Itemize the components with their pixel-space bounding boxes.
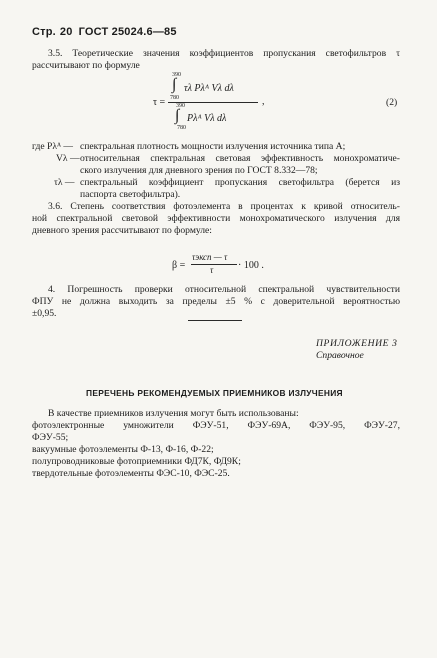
num-upper-limit: 390 <box>172 72 181 78</box>
section-title: ПЕРЕЧЕНЬ РЕКОМЕНДУЕМЫХ ПРИЕМНИКОВ ИЗЛУЧЕНИЯ <box>86 388 343 398</box>
p35-line1: 3.5. Теоретические значения коэффициентов пропускания светофильтров τ <box>48 48 400 59</box>
standard-code: ГОСТ 25024.6—85 <box>78 26 177 38</box>
formula-lhs: τ = <box>153 97 166 108</box>
where-desc-2b: ского излучения для дневного зрения по ГОСТ 8.332—78; <box>80 165 318 176</box>
where-sym-3: τλ — <box>54 177 75 188</box>
list-item-feu: фотоэлектронные умножители ФЭУ-51, ФЭУ-69А, ФЭУ-95, ФЭУ-27, <box>32 420 400 431</box>
page-number: 20 <box>59 26 73 38</box>
formula-2 <box>150 72 410 136</box>
beta-denominator: τ <box>210 265 214 275</box>
appendix-subtitle: Справочное <box>316 350 364 361</box>
den-lower-limit: 780 <box>177 125 186 131</box>
where-desc-3b: паспорта светофильтра). <box>80 189 181 200</box>
p36-line1: 3.6. Степень соответствия фотоэлемента в процентах к кривой относитель- <box>48 201 400 212</box>
num-integral-sign: ∫ <box>172 76 177 93</box>
p36-line3: дневного зрения рассчитывают по формуле: <box>32 225 212 236</box>
list-item-feu-cont: ФЭУ-55; <box>32 432 69 443</box>
where-desc-3: спектральный коэффициент пропускания светофильтра (берется из <box>80 177 400 188</box>
where-desc-2: относительная спектральная световая эффективность монохроматиче- <box>80 153 400 164</box>
page-word: Стр. <box>32 26 56 38</box>
page-header <box>32 26 177 38</box>
list-intro: В качестве приемников излучения могут быть использованы: <box>48 408 299 419</box>
appendix-title: ПРИЛОЖЕНИЕ 3 <box>316 338 398 349</box>
beta-lhs: β = <box>172 260 186 271</box>
list-item-solid-state: твердотельные фотоэлементы ФЭС-10, ФЭС-25. <box>32 468 230 479</box>
list-item-semiconductor: полупроводниковые фотоприемники ФД7К, ФД9К; <box>32 456 241 467</box>
list-item-vacuum: вакуумные фотоэлементы Ф-13, Ф-16, Ф-22; <box>32 444 214 455</box>
p4-line2: ФПУ не должна выходить за пределы ±5 % с доверительной вероятностью <box>32 296 400 307</box>
den-integral-sign: ∫ <box>175 107 180 124</box>
p4-line3: ±0,95. <box>32 308 57 319</box>
den-body: Pλᴬ Vλ dλ <box>187 113 227 124</box>
separator-rule <box>188 320 242 321</box>
beta-tail: · 100 . <box>238 260 264 271</box>
p4-line1: 4. Погрешность проверки относительной спектральной чувствительности <box>48 284 400 295</box>
den-upper-limit: 390 <box>176 103 185 109</box>
p36-line2: ной спектральной световой эффективности монохроматического излучения для <box>32 213 400 224</box>
formula-3 <box>170 252 290 278</box>
p35-line2: рассчитывают по формуле <box>32 60 140 71</box>
where-sym-1: где Pλᴬ — <box>32 141 74 152</box>
num-lower-limit: 780 <box>170 95 179 101</box>
formula-comma: , <box>262 96 265 107</box>
beta-numerator: τэксп — τ <box>192 252 228 262</box>
formula-number: (2) <box>386 97 398 108</box>
beta-fraction-bar <box>191 264 237 265</box>
where-sym-2: Vλ — <box>56 153 80 164</box>
where-desc-1: спектральная плотность мощности излучения источника типа А; <box>80 141 346 152</box>
num-body: τλ Pλᴬ Vλ dλ <box>184 83 234 94</box>
